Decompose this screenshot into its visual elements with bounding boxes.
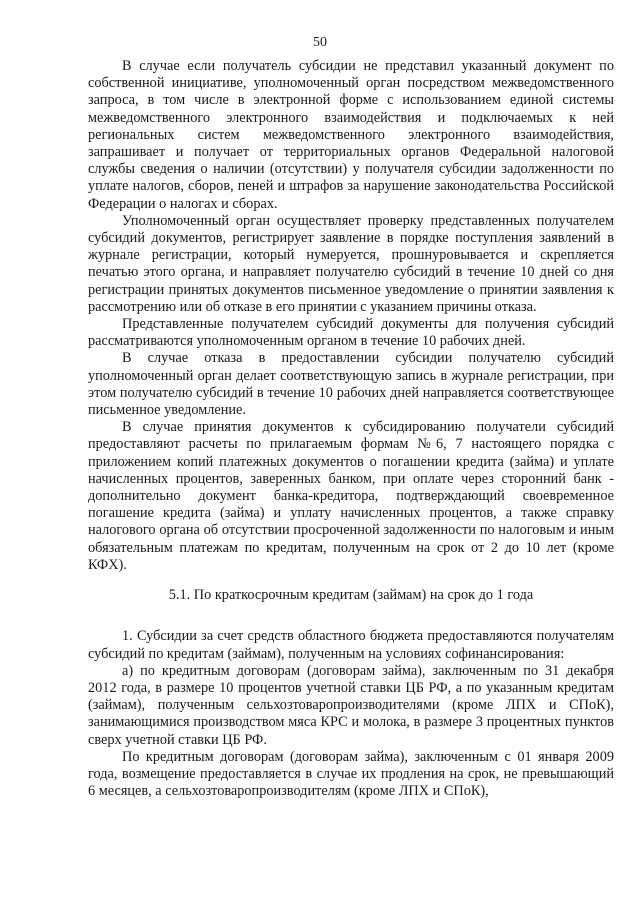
paragraph-tax-inquiry: В случае если получатель субсидии не представил указанный документ по собственной инициативе, уполномоченный орган посредством межведомственного запроса, в том числе в электронной форме с использованием единой системы межведомственного электронного взаимодействия и подключаемых к ней региональных систем межведомственного электронного взаимодействия, запрашивает и получает от территориальных органов Федеральной налоговой службы сведения о наличии (отсутствии) у получателя субсидии задолженности по уплате налогов, сборов, пеней и штрафов за нарушение законодательства Российской Федерации о налогах и сборах. xyxy=(88,58,614,212)
paragraph-review-period: Представленные получателем субсидий документы для получения субсидий рассматриваются уполномоченным органом в течение 10 рабочих дней. xyxy=(88,316,614,350)
spacer xyxy=(88,574,614,587)
spacer xyxy=(88,604,614,628)
paragraph-acceptance: В случае принятия документов к субсидированию получатели субсидий предоставляют расчеты по прилагаемым формам №6, 7 настоящего порядка с приложением копий платежных документов о погашении кредита (займа) и уплате начисленных процентов, заверенных банком, при оплате через сторонний банк - дополнительно документ банка-кредитора, подтверждающий своевременное погашение кредита (займа) и уплату начисленных процентов, а также справку налогового органа об отсутствии просроченной задолженности по налоговым и иным обязательным платежам по кредитам, полученным на срок от 2 до 10 лет (кроме КФХ). xyxy=(88,419,614,573)
paragraph-refusal: В случае отказа в предоставлении субсидии получателю субсидий уполномоченный орган делает соответствующую запись в журнале регистрации, при этом получателю субсидий в течение 10 рабочих дней направляется соответствующее письменное уведомление. xyxy=(88,350,614,419)
document-body xyxy=(88,58,614,800)
paragraph-item-a: а) по кредитным договорам (договорам займа), заключенным по 31 декабря 2012 года, в размере 10 процентов учетной ставки ЦБ РФ, а по указанным кредитам (займам), полученным сельхозтоваропроизводителями (кроме ЛПХ и СПоК), занимающимися производством мяса КРС и молока, в размере 3 процентных пунктов сверх учетной ставки ЦБ РФ. xyxy=(88,662,614,748)
paragraph-subsidy-conditions: 1. Субсидии за счет средств областного бюджета предоставляются получателям субсидий по кредитам (займам), полученным на условиях софинансирования: xyxy=(88,628,614,662)
paragraph-document-check: Уполномоченный орган осуществляет проверку представленных получателем субсидий документов, регистрирует заявление в порядке поступления заявлений в журнале регистрации, который нумеруется, прошнуровывается и скрепляется печатью этого органа, и направляет получателю субсидий в течение 10 дней со дня регистрации принятых документов письменное уведомление о принятии заявления к рассмотрению или об отказе в его принятии с указанием причины отказа. xyxy=(88,212,614,315)
section-heading: 5.1. По краткосрочным кредитам (займам) на срок до 1 года xyxy=(168,587,534,604)
page-number: 50 xyxy=(313,35,327,50)
paragraph-extension: По кредитным договорам (договорам займа), заключенным с 01 января 2009 года, возмещение предоставляется в случае их продления на срок, не превышающий 6 месяцев, а сельхозтоваропроизводителям (кроме ЛПХ и СПоК), xyxy=(88,748,614,800)
